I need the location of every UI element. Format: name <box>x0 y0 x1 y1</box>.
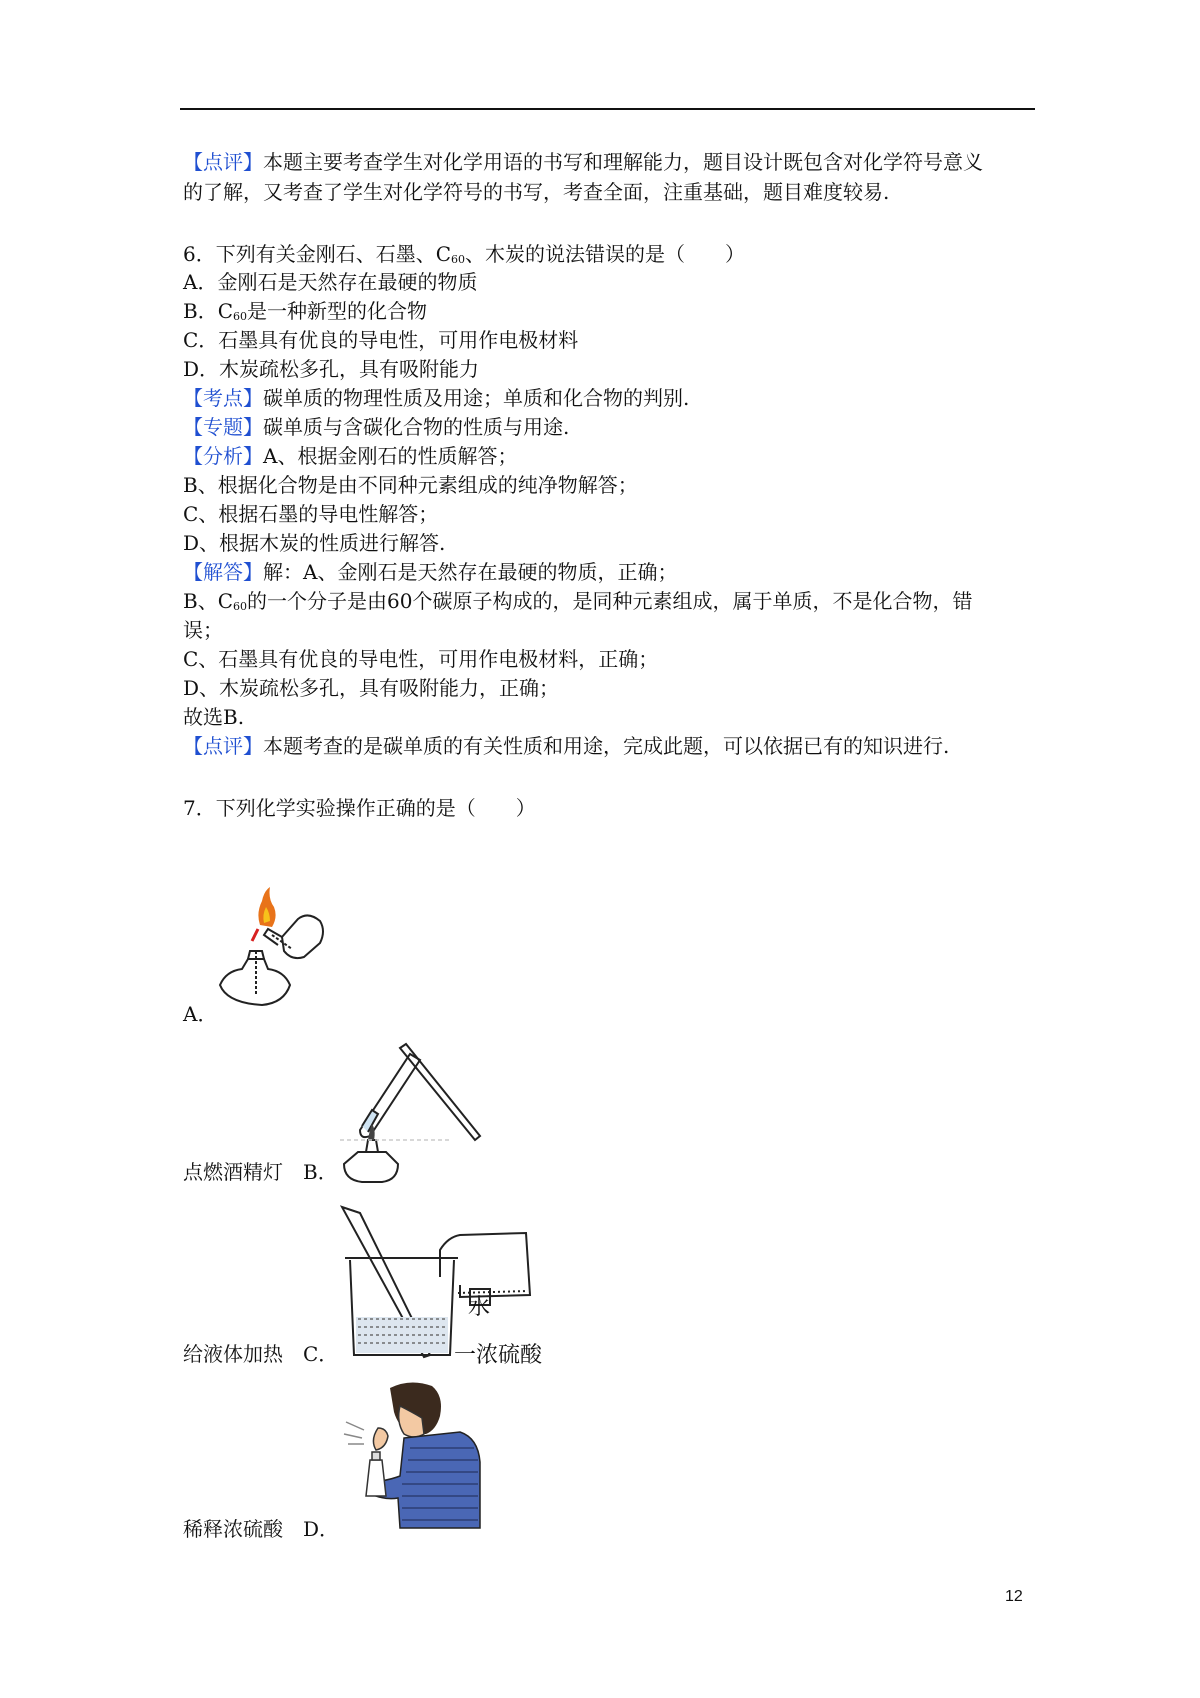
q6-jieda-2: B、C60的一个分子是由60个碳原子构成的，是同种元素组成，属于单质，不是化合物，错 <box>183 589 973 613</box>
q6-jieda-4: C、石墨具有优良的导电性，可用作电极材料，正确； <box>183 647 659 671</box>
q6-option-b: B．C60是一种新型的化合物 <box>183 299 427 323</box>
review-line-1: 【点评】本题主要考查学生对化学用语的书写和理解能力，题目设计既包含对化学符号意义 <box>183 150 983 174</box>
q6-option-d: D．木炭疏松多孔，具有吸附能力 <box>183 357 480 381</box>
q6-stem: 6．下列有关金刚石、石墨、C60、木炭的说法错误的是（ ） <box>183 242 746 266</box>
q7-caption-a-label-b: 点燃酒精灯 B． <box>183 1160 338 1184</box>
q6-fenxi-2: B、根据化合物是由不同种元素组成的纯净物解答； <box>183 473 638 497</box>
q6-jieda-3: 误； <box>183 618 223 642</box>
q6-option-a: A．金刚石是天然存在最硬的物质 <box>183 270 478 294</box>
fig-c-label-water: 水 <box>468 1295 491 1320</box>
lamp-lighting-figure <box>212 885 342 1020</box>
q6-jieda: 【解答】解：A、金刚石是天然存在最硬的物质，正确； <box>183 560 678 584</box>
q6-dianping: 【点评】本题考查的是碳单质的有关性质和用途，完成此题，可以依据已有的知识进行. <box>183 734 950 758</box>
q6-jieda-5: D、木炭疏松多孔，具有吸附能力，正确； <box>183 676 560 700</box>
header-rule <box>180 108 1035 110</box>
q6-jieda-6: 故选B. <box>183 705 245 729</box>
fig-c-label-acid: 一浓硫酸 <box>454 1343 543 1368</box>
q7-label-a: A． <box>183 1002 218 1026</box>
q6-fenxi-3: C、根据石墨的导电性解答； <box>183 502 439 526</box>
q7-stem: 7．下列化学实验操作正确的是（ ） <box>183 796 536 820</box>
q6-zhuanti: 【专题】碳单质与含碳化合物的性质与用途. <box>183 415 570 439</box>
q7-caption-b-label-c: 给液体加热 C． <box>183 1342 339 1366</box>
q6-fenxi-4: D、根据木炭的性质进行解答. <box>183 531 446 555</box>
q7-caption-c-label-d: 稀释浓硫酸 D． <box>183 1517 340 1541</box>
q6-kaodian: 【考点】碳单质的物理性质及用途；单质和化合物的判别. <box>183 386 690 410</box>
review-line-2: 的了解，又考查了学生对化学符号的书写，考查全面，注重基础，题目难度较易. <box>183 180 890 204</box>
page-number: 12 <box>1005 1588 1023 1605</box>
q6-fenxi: 【分析】A、根据金刚石的性质解答； <box>183 444 518 468</box>
q6-option-c: C．石墨具有优良的导电性，可用作电极材料 <box>183 328 579 352</box>
smelling-gas-figure <box>340 1378 490 1533</box>
heating-liquid-figure <box>340 1040 490 1185</box>
